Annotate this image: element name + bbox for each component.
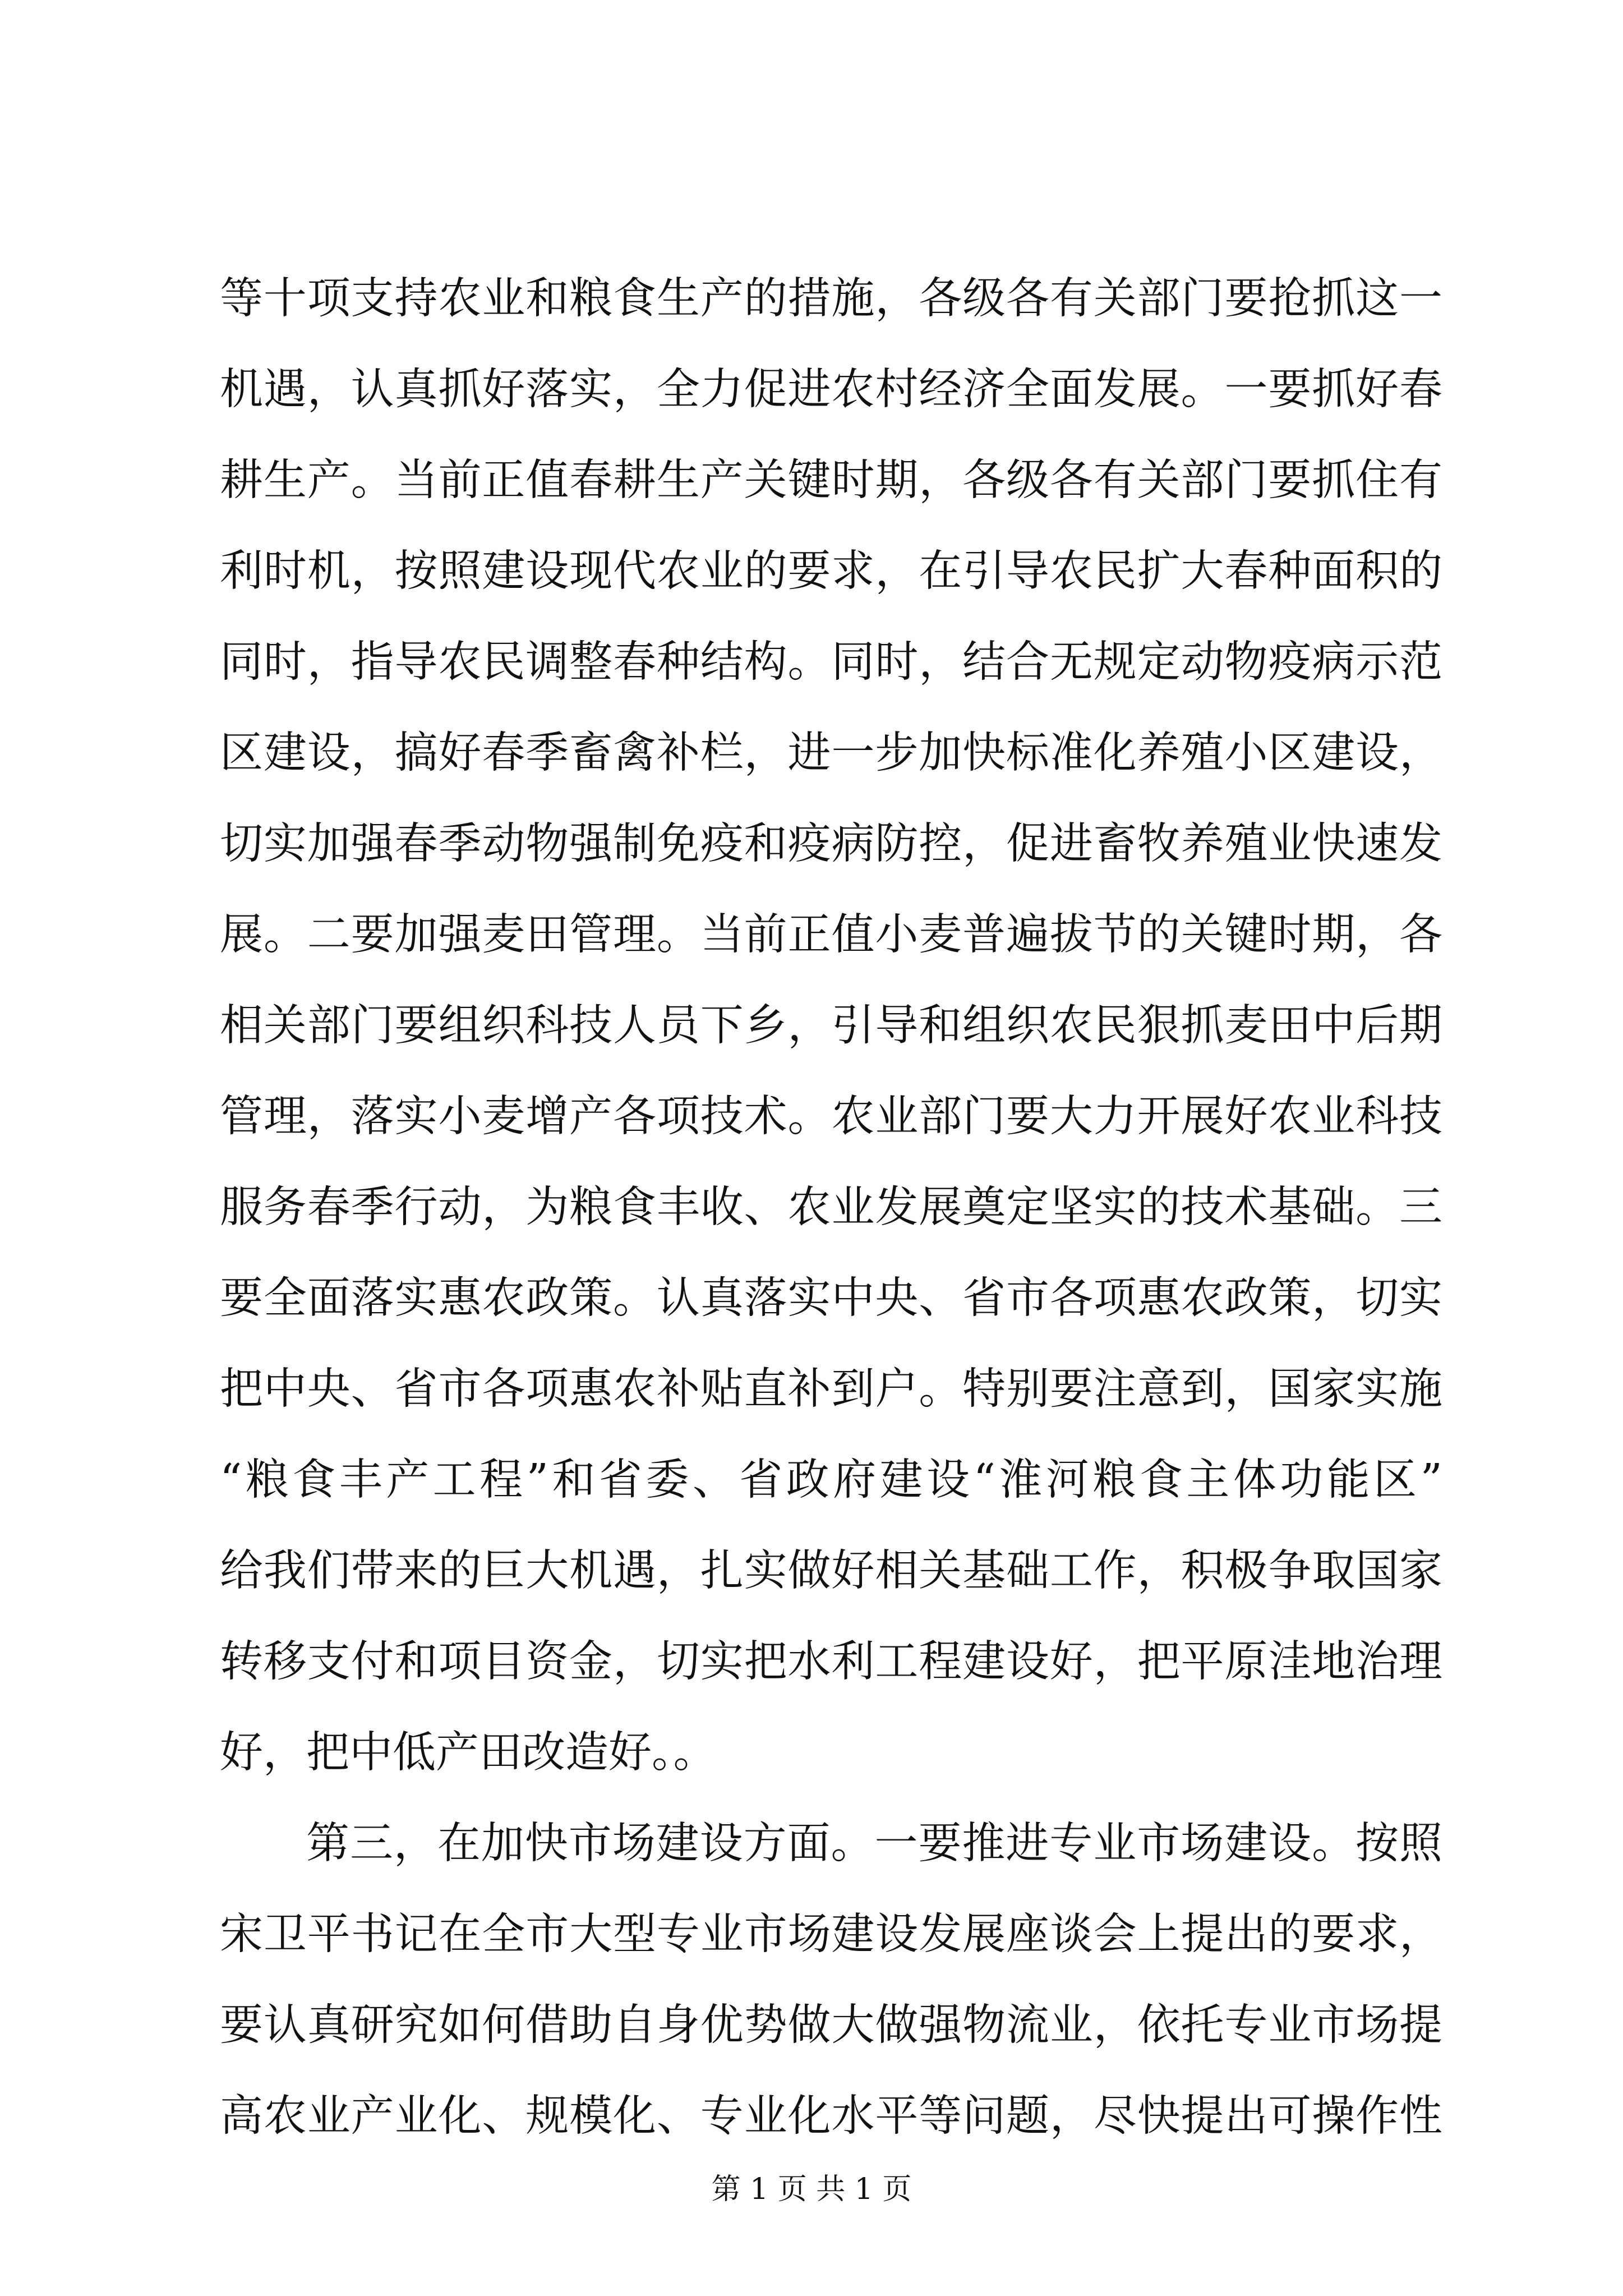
text-line: 管理，落实小麦增产各项技术。农业部门要大力开展好农业科技 — [220, 1092, 1442, 1142]
text-line: 机遇，认真抓好落实，全力促进农村经济全面发展。一要抓好春 — [220, 365, 1442, 415]
text-line: 把中央、省市各项惠农补贴直补到户。特别要注意到，国家实施 — [220, 1364, 1442, 1414]
text-line: 要认真研究如何借助自身优势做大做强物流业，依托专业市场提 — [220, 2000, 1442, 2050]
page-number-label: 第 1 页 共 1 页 — [711, 2173, 912, 2206]
text-line: 同时，指导农民调整春种结构。同时，结合无规定动物疫病示范 — [220, 637, 1442, 687]
text-line: 等十项支持农业和粮食生产的措施，各级各有关部门要抢抓这一 — [220, 274, 1442, 324]
text-line: 区建设，搞好春季畜禽补栏，进一步加快标准化养殖小区建设， — [220, 728, 1442, 778]
text-line: 服务春季行动，为粮食丰收、农业发展奠定坚实的技术基础。三 — [220, 1182, 1442, 1232]
text-line: 展。二要加强麦田管理。当前正值小麦普遍拔节的关键时期，各 — [220, 910, 1442, 960]
text-line: 转移支付和项目资金，切实把水利工程建设好，把平原洼地治理 — [220, 1637, 1442, 1687]
body-text — [220, 254, 1442, 2162]
text-line: 好，把中低产田改造好。。 — [220, 1728, 717, 1778]
text-line: 要全面落实惠农政策。认真落实中央、省市各项惠农政策，切实 — [220, 1273, 1442, 1323]
text-line: 给我们带来的巨大机遇，扎实做好相关基础工作，积极争取国家 — [220, 1546, 1442, 1596]
text-line: 利时机，按照建设现代农业的要求，在引导农民扩大春种面积的 — [220, 546, 1442, 596]
page-footer — [0, 2170, 1623, 2209]
text-line: 相关部门要组织科技人员下乡，引导和组织农民狠抓麦田中后期 — [220, 1001, 1442, 1051]
text-line: 高农业产业化、规模化、专业化水平等问题，尽快提出可操作性 — [220, 2091, 1442, 2141]
text-line: 耕生产。当前正值春耕生产关键时期，各级各有关部门要抓住有 — [220, 455, 1442, 505]
text-line: “粮食丰产工程”和省委、省政府建设“淮河粮食主体功能区” — [220, 1455, 1442, 1505]
text-line: 宋卫平书记在全市大型专业市场建设发展座谈会上提出的要求， — [220, 1910, 1442, 1959]
paragraph-start-line: 第三，在加快市场建设方面。一要推进专业市场建设。按照 — [306, 1819, 1442, 1869]
text-line: 切实加强春季动物强制免疫和疫病防控，促进畜牧养殖业快速发 — [220, 819, 1442, 869]
